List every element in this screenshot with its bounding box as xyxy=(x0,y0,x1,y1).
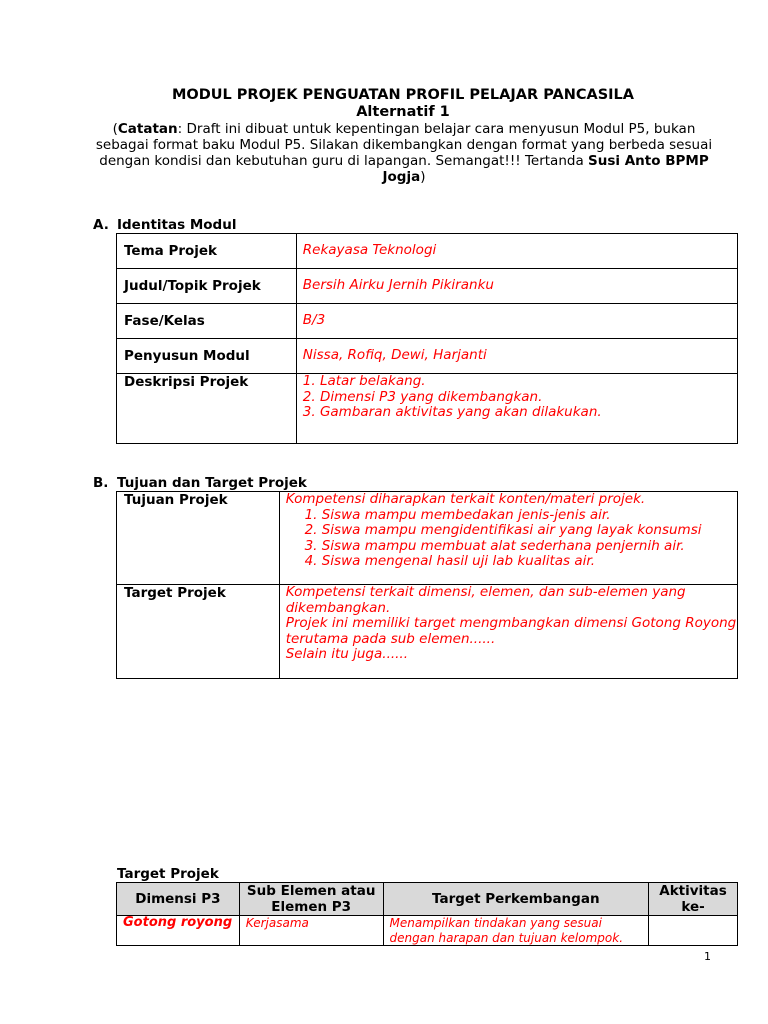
tujuan-value xyxy=(279,492,737,585)
list-item: 3. Siswa mampu membuat alat sederhana penjernih air. xyxy=(322,539,737,555)
section-b-heading xyxy=(93,475,307,491)
table-row xyxy=(117,916,738,946)
row-value: Nissa, Rofiq, Dewi, Harjanti xyxy=(296,339,737,374)
draft-note xyxy=(92,121,716,185)
table-header-row xyxy=(117,883,738,916)
column-header: Target Perkembangan xyxy=(383,883,649,916)
note-text: : Draft ini dibuat untuk kepentingan belajar cara menyusun Modul P5, bukan sebagai format baku Modul P5. Silakan dikembangkan dengan format yang berbeda sesuai dengan kondisi dan kebutuhan guru di lapangan. Semangat!!! Tertanda xyxy=(95,121,713,169)
table-row xyxy=(117,304,738,339)
tujuan-table xyxy=(116,491,738,679)
deskripsi-value xyxy=(296,374,737,444)
note-author: Susi Anto BPMP Jogja xyxy=(382,153,709,185)
column-header: Dimensi P3 xyxy=(117,883,240,916)
target-label: Target Projek xyxy=(117,585,280,679)
target-table-title: Target Projek xyxy=(117,866,219,882)
table-row xyxy=(117,492,738,585)
document-subtitle: Alternatif 1 xyxy=(356,104,450,120)
section-a-title: Identitas Modul xyxy=(117,217,237,233)
list-item: Kompetensi terkait dimensi, elemen, dan sub-elemen yang dikembangkan. xyxy=(285,584,686,616)
column-header: Aktivitas ke- xyxy=(649,883,738,916)
deskripsi-label: Deskripsi Projek xyxy=(117,374,297,444)
row-label: Tema Projek xyxy=(117,234,297,269)
tujuan-label: Tujuan Projek xyxy=(117,492,280,585)
section-b-number: B. xyxy=(93,475,109,491)
row-value: B/3 xyxy=(296,304,737,339)
tujuan-intro: Kompetensi diharapkan terkait konten/materi projek. xyxy=(285,491,646,507)
note-label: Catatan xyxy=(117,121,178,137)
table-row xyxy=(117,269,738,304)
list-item: 2. Siswa mampu mengidentifikasi air yang layak konsumsi xyxy=(322,523,737,539)
note-open: ( xyxy=(112,121,118,137)
page-number: 1 xyxy=(704,950,711,963)
list-item: 1. Siswa mampu membedakan jenis-jenis air. xyxy=(322,508,737,524)
cell-dimensi: Gotong royong xyxy=(117,916,240,946)
row-label: Fase/Kelas xyxy=(117,304,297,339)
table-row xyxy=(117,339,738,374)
list-item: 2. Dimensi P3 yang dikembangkan. xyxy=(302,388,543,405)
section-b-title: Tujuan dan Target Projek xyxy=(117,475,307,491)
list-item: 3. Gambaran aktivitas yang akan dilakukan. xyxy=(302,404,602,420)
section-a-number: A. xyxy=(93,217,109,233)
cell-aktivitas xyxy=(649,916,738,946)
table-row xyxy=(117,374,738,444)
row-value: Rekayasa Teknologi xyxy=(296,234,737,269)
document-title: MODUL PROJEK PENGUATAN PROFIL PELAJAR PANCASILA xyxy=(171,87,635,103)
note-close: ) xyxy=(420,169,426,185)
identitas-table xyxy=(116,233,738,444)
list-item: 4. Siswa mengenal hasil uji lab kualitas air. xyxy=(322,554,737,570)
table-row xyxy=(117,234,738,269)
row-value: Bersih Airku Jernih Pikiranku xyxy=(296,269,737,304)
target-table xyxy=(116,882,738,946)
column-header: Sub Elemen atau Elemen P3 xyxy=(239,883,383,916)
section-a-heading xyxy=(93,217,236,233)
list-item: Selain itu juga...... xyxy=(285,646,409,662)
row-label: Judul/Topik Projek xyxy=(117,269,297,304)
list-item: 1. Latar belakang. xyxy=(302,373,426,389)
target-value xyxy=(279,585,737,679)
row-label: Penyusun Modul xyxy=(117,339,297,374)
list-item: Projek ini memiliki target mengmbangkan dimensi Gotong Royong terutama pada sub elemen...... xyxy=(285,615,737,647)
cell-target: Menampilkan tindakan yang sesuai dengan harapan dan tujuan kelompok. xyxy=(383,916,649,946)
cell-sub-elemen: Kerjasama xyxy=(239,916,383,946)
table-row xyxy=(117,585,738,679)
